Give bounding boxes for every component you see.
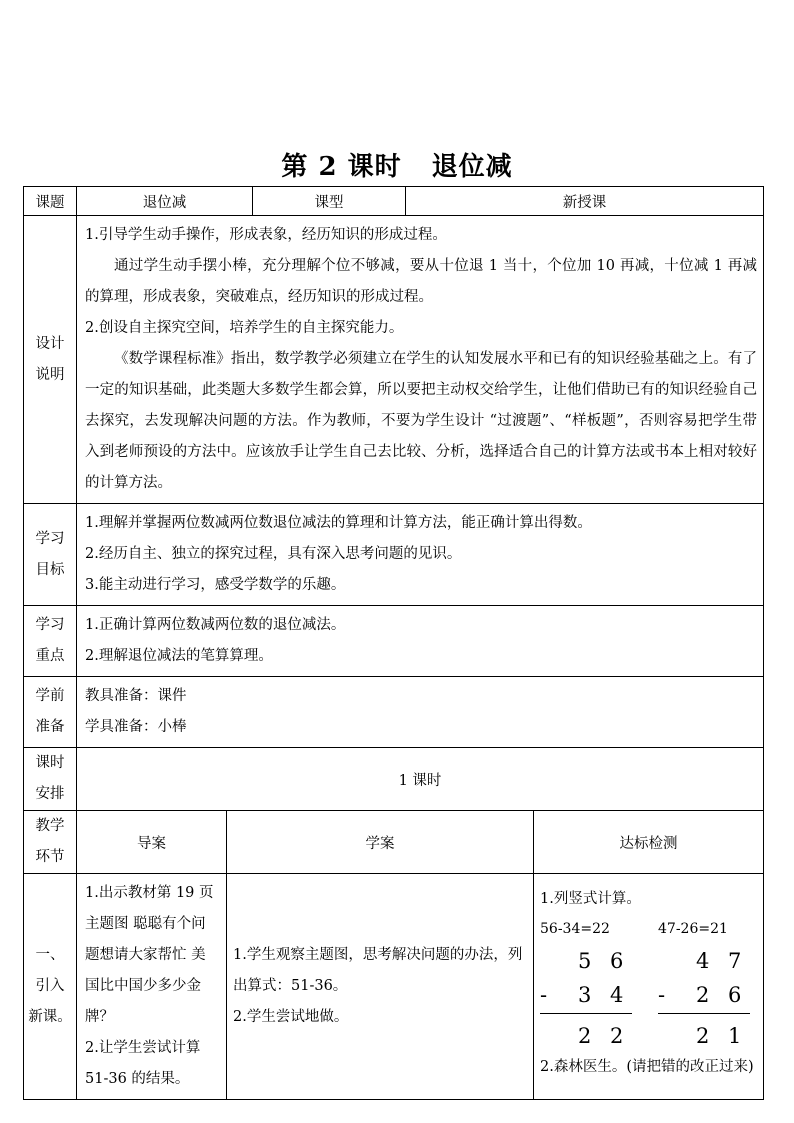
goals-label: 学习 目标 <box>24 504 77 606</box>
intro-label: 一、 引入 新课。 <box>24 874 77 1100</box>
digit: 2 <box>696 983 710 1007</box>
sections-header-row <box>24 811 764 874</box>
guide-step-1: 1.出示教材第 19 页主题图 聪聪有个问题想请大家帮忙 美国比中国少多少金牌？ <box>85 885 214 1025</box>
prep-content <box>77 677 764 748</box>
sections-label: 教学 环节 <box>24 811 77 874</box>
design-label: 设计 说明 <box>24 216 77 504</box>
result-line <box>540 1013 632 1014</box>
guide-step-2: 2.让学生尝试计算 51-36 的结果。 <box>85 1040 201 1087</box>
page-title <box>0 146 794 183</box>
goals-content <box>77 504 764 606</box>
minus-sign: - <box>540 983 548 1007</box>
vertical-calc-2 <box>658 944 758 1048</box>
topic-label: 课题 <box>24 187 77 216</box>
goal-item: 3.能主动进行学习，感受学数学的乐趣。 <box>85 577 346 593</box>
key-points-row <box>24 606 764 677</box>
design-point-1: 1.引导学生动手操作，形成表象，经历知识的形成过程。 <box>85 227 447 243</box>
digit: 5 <box>578 949 592 973</box>
goal-item: 1.理解并掌握两位数减两位数退位减法的算理和计算方法，能正确计算出得数。 <box>85 515 592 531</box>
student-prep: 学具准备：小棒 <box>85 719 187 735</box>
equation-1: 56-34=22 <box>540 921 610 937</box>
digit: 6 <box>610 949 624 973</box>
equation-2: 47-26=21 <box>658 921 728 937</box>
digit: 3 <box>578 983 592 1007</box>
type-value: 新授课 <box>406 187 764 216</box>
result-line <box>658 1013 750 1014</box>
header-row <box>24 187 764 216</box>
type-label: 课型 <box>253 187 406 216</box>
design-point-2: 2.创设自主探究空间，培养学生的自主探究能力。 <box>85 320 404 336</box>
goals-row <box>24 504 764 606</box>
study-step-1: 1.学生观察主题图，思考解决问题的办法，列出算式：51-36。 <box>233 947 523 994</box>
vertical-calculations <box>540 944 757 1052</box>
check-question-2: 2.森林医生。(请把错的改正过来) <box>540 1059 754 1075</box>
key-point-item: 2.理解退位减法的笔算算理。 <box>85 648 273 664</box>
design-detail-2: 《数学课程标准》指出，数学教学必须建立在学生的认知发展水平和已有的知识经验基础之上。有了一定的知识基础，此类题大多数学生都会算，所以要把主动权交给学生，让他们借助已有的知识经验自己去探究，去发现解决问题的方法。作为教师，不要为学生设计 “过渡题”、“样板题”，否则容易把学生带入到老师预设的方法中。应该放手让学生自己去比较、分析，选择适合自己的计算方法或书本上相对较好的计算方法。 <box>85 351 757 491</box>
guide-header: 导案 <box>77 811 227 874</box>
check-question-1: 1.列竖式计算。 <box>540 891 641 907</box>
intro-check <box>534 874 764 1100</box>
digit: 6 <box>728 983 742 1007</box>
key-point-item: 1.正确计算两位数减两位数的退位减法。 <box>85 617 346 633</box>
design-detail-1: 通过学生动手摆小棒，充分理解个位不够减，要从十位退 1 当十，个位加 10 再减，十位减 1 再减的算理，形成表象，突破难点，经历知识的形成过程。 <box>85 258 757 305</box>
digit: 4 <box>696 949 710 973</box>
digit: 2 <box>610 1024 624 1048</box>
study-header: 学案 <box>227 811 534 874</box>
check-header: 达标检测 <box>534 811 764 874</box>
lesson-topic: 退位减 <box>431 152 513 182</box>
schedule-row <box>24 748 764 811</box>
minus-sign: - <box>658 983 666 1007</box>
intro-study <box>227 874 534 1100</box>
key-points-content <box>77 606 764 677</box>
prep-row <box>24 677 764 748</box>
digit: 1 <box>728 1024 742 1048</box>
study-step-2: 2.学生尝试地做。 <box>233 1009 349 1025</box>
design-content <box>77 216 764 504</box>
digit: 4 <box>610 983 624 1007</box>
design-row <box>24 216 764 504</box>
vertical-calc-1 <box>540 944 640 1048</box>
prep-label: 学前 准备 <box>24 677 77 748</box>
digit: 7 <box>728 949 742 973</box>
lesson-number: 第 2 课时 <box>281 152 402 182</box>
key-points-label: 学习 重点 <box>24 606 77 677</box>
digit: 2 <box>696 1024 710 1048</box>
schedule-value: 1 课时 <box>77 748 764 811</box>
intro-guide <box>77 874 227 1100</box>
digit: 2 <box>578 1024 592 1048</box>
topic-value: 退位减 <box>77 187 253 216</box>
schedule-label: 课时 安排 <box>24 748 77 811</box>
teacher-prep: 教具准备：课件 <box>85 688 187 704</box>
goal-item: 2.经历自主、独立的探究过程，具有深入思考问题的见识。 <box>85 546 462 562</box>
intro-row <box>24 874 764 1100</box>
check-equations <box>540 914 757 944</box>
lesson-plan-table <box>23 186 764 1100</box>
